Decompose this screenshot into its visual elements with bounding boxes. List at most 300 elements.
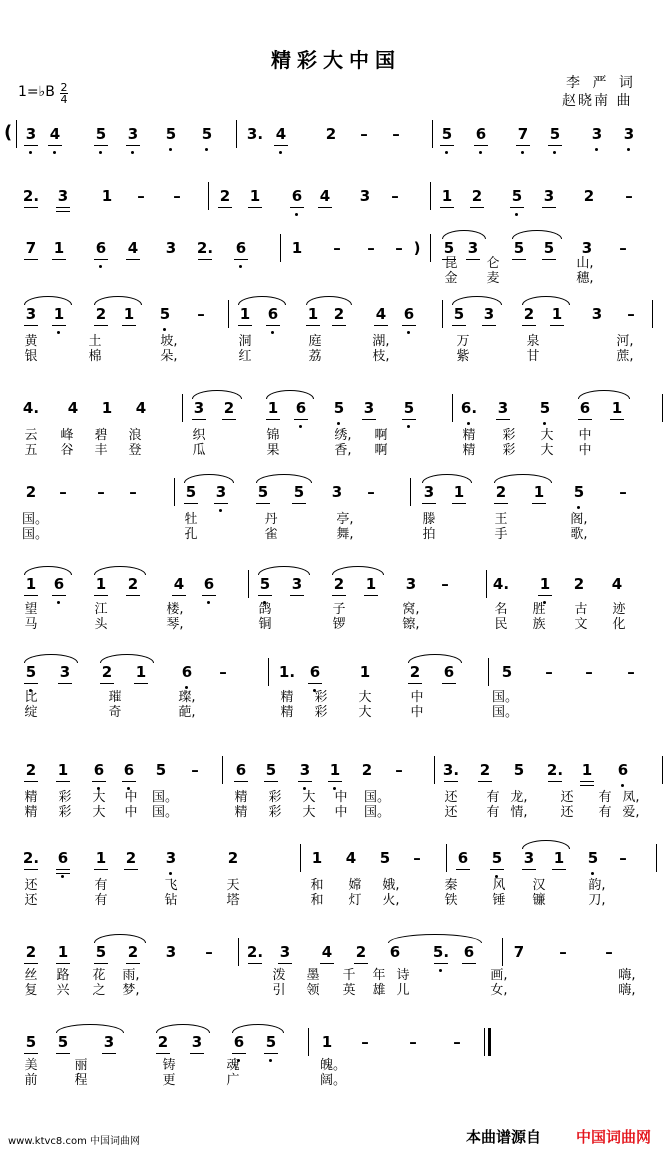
note: 1 [92,848,110,868]
note: 1 [291,239,303,257]
lyric-syllable: 云 [24,428,38,443]
lyric-syllable: 泉 [526,334,540,349]
note: 2 [220,398,238,418]
lyric-syllable: 千 [342,968,356,983]
lyric-syllable: 中 [578,443,592,458]
lyric-syllable: 荔 [308,349,322,364]
note: 6 [454,848,472,868]
lyric-syllable: 古 [574,602,588,617]
note: 5 [290,482,308,502]
bar-line [434,756,435,784]
note: – [441,575,449,593]
time-sig-bottom: 4 [60,93,68,106]
note: 3 [288,574,306,594]
lyric-syllable: 之 [92,983,106,998]
bar-line [308,1028,309,1056]
note: 1 [608,398,626,418]
lyric-syllable: 民 [494,617,508,632]
octave-dot [439,969,442,972]
lyric-syllable: 更 [162,1073,176,1088]
note: 1 [362,574,380,594]
lyric-syllable: 甘 [526,349,540,364]
note: 2. [22,849,40,867]
bar-line [280,234,281,262]
octave-dot [205,148,208,151]
lyric-syllable: 中 [334,805,348,820]
note: – [545,663,553,681]
lyric-syllable: 还 [24,878,38,893]
lyric-syllable: 绣, [334,428,352,443]
lyric-syllable: 滕 [422,512,436,527]
lyric-syllable: 亭, [336,512,354,527]
lyric-syllable: 织 [192,428,206,443]
note: 5 [22,1032,40,1052]
lyric-syllable: 阔。 [320,1073,347,1088]
tie-slur [100,654,154,663]
time-sig-top: 2 [60,81,68,94]
note: – [137,187,145,205]
lyric-syllable: 年 [372,968,386,983]
lyric-syllable: 锦 [266,428,280,443]
lyric-syllable: 嫦 [348,878,362,893]
note: 1 [54,760,72,780]
lyric-syllable: 魄。 [320,1058,347,1073]
lyric-syllable: 雨, [122,968,140,983]
tie-slur [452,296,502,305]
note: 5 [587,849,599,867]
lyric-syllable: 胜 [532,602,546,617]
bar-line [182,394,183,422]
note: 2. [246,943,264,961]
lyric-syllable: 孔 [184,527,198,542]
note: 6 [460,942,478,962]
tie-slur [512,230,562,239]
note: 4 [135,399,147,417]
lyric-syllable: 有 [486,790,500,805]
note: – [219,663,227,681]
lyric-syllable: 琴, [166,617,184,632]
lyric-syllable: 碧 [94,428,108,443]
lyric-syllable: 国。 [22,527,49,542]
note: 3 [124,124,142,144]
note: – [625,187,633,205]
lyric-syllable: 土 [88,334,102,349]
note: 3 [360,398,378,418]
lyric-syllable: 灯 [348,893,362,908]
note: – [205,943,213,961]
lyric-syllable: 楼, [166,602,184,617]
note: 3 [212,482,230,502]
lyric-syllable: 彩 [314,705,328,720]
note: 1 [50,238,68,258]
lyric-syllable: 枝, [372,349,390,364]
lyric-syllable: 中 [578,428,592,443]
note: 7 [514,124,532,144]
final-bar-line [488,1028,491,1056]
lyric-syllable: 仑 [486,256,500,271]
footer-source-name: 中国词曲网 [576,1128,652,1146]
lyric-syllable: 手 [494,527,508,542]
bar-line [486,570,487,598]
note: 3 [464,238,482,258]
bar-line [238,938,239,966]
octave-dot [53,151,56,154]
note: 5 [438,124,456,144]
lyric-syllable: 精 [234,805,248,820]
note: 2 [22,760,40,780]
note: 5 [488,848,506,868]
note: 6 [576,398,594,418]
tie-slur [24,296,72,305]
note: 5 [262,1032,280,1052]
octave-dot [61,875,64,878]
octave-dot [577,506,580,509]
lyric-syllable: 湖, [372,334,390,349]
lyric-syllable: 还 [24,893,38,908]
note: 6 [306,662,324,682]
lyric-syllable: 精 [24,805,38,820]
note: 1 [321,1033,333,1051]
lyric-syllable: 雄 [372,983,386,998]
lyric-syllable: 国。 [364,790,391,805]
key-signature: 1=♭B [18,84,55,100]
note: 5 [159,305,171,323]
lyric-syllable: 嗨, [618,968,636,983]
lyric-syllable: 秦 [444,878,458,893]
lyric-syllable: 精 [462,443,476,458]
lyric-syllable: 彩 [58,790,72,805]
lyric-syllable: 国。 [152,805,179,820]
bar-line [16,120,17,148]
note: 1 [359,663,371,681]
note: 7 [513,943,525,961]
note: 3 [56,662,74,682]
tie-slur [24,654,78,663]
lyric-syllable: 拍 [422,527,436,542]
note: 3 [359,187,371,205]
lyric-syllable: 穗, [576,271,594,286]
note: – [391,187,399,205]
lyric-syllable: 谷 [60,443,74,458]
note: – [413,849,421,867]
note: 6 [50,574,68,594]
lyric-syllable: 王 [494,512,508,527]
note: 5 [254,482,272,502]
tie-slur [238,296,286,305]
lyric-syllable: 风 [492,878,506,893]
note: 1. [278,663,296,681]
note: 6 [232,760,250,780]
lyric-syllable: 大 [540,428,554,443]
note: 2 [520,304,538,324]
bar-line [662,394,663,422]
lyric-syllable: 登 [128,443,142,458]
lyric-syllable: 镲, [402,617,420,632]
note: 5 [450,304,468,324]
bar-line [228,300,229,328]
note: 2 [492,482,510,502]
lyric-syllable: 马 [24,617,38,632]
note: – [173,187,181,205]
note: – [361,1033,369,1051]
octave-dot [467,422,470,425]
note: 2 [154,1032,172,1052]
note: 1 [50,304,68,324]
note: 6 [120,760,138,780]
note: 3 [165,849,177,867]
octave-dot [163,328,166,331]
lyric-syllable: 万 [456,334,470,349]
lyric-syllable: 彩 [314,690,328,705]
lyric-syllable: 引 [272,983,286,998]
tie-slur [522,296,570,305]
lyric-syllable: 铁 [444,893,458,908]
lyric-syllable: 化 [612,617,626,632]
lyric-syllable: 有 [94,878,108,893]
note: 6 [200,574,218,594]
lyric-syllable: 窝, [402,602,420,617]
octave-dot [99,265,102,268]
lyric-syllable: 子 [332,602,346,617]
lyric-syllable: 牡 [184,512,198,527]
note: 5 [513,761,525,779]
note: 5 [501,663,513,681]
note: 5 [440,238,458,258]
note: 1 [120,304,138,324]
note: 7 [22,238,40,258]
staff-row [10,848,660,882]
note: – [333,239,341,257]
lyric-syllable: 璀 [108,690,122,705]
lyric-syllable: 头 [94,617,108,632]
lyric-syllable: 塔 [226,893,240,908]
note: 3 [296,760,314,780]
note: 3 [165,239,177,257]
note: 4 [170,574,188,594]
lyric-syllable: 彩 [268,805,282,820]
lyric-syllable: 国。 [152,790,179,805]
note: 6 [92,238,110,258]
note: 3 [100,1032,118,1052]
octave-dot [295,213,298,216]
staff-row [10,760,660,794]
lyric-syllable: 铜 [258,617,272,632]
note: 3 [331,483,343,501]
lyric-syllable: 名 [494,602,508,617]
note: 5 [400,398,418,418]
lyric-syllable: 江 [94,602,108,617]
lyric-syllable: 还 [444,805,458,820]
lyric-syllable: 精 [24,790,38,805]
note: 2. [22,187,40,205]
lyric-syllable: 天 [226,878,240,893]
note: – [129,483,137,501]
note: – [585,663,593,681]
note: 5 [155,761,167,779]
tie-slur [232,1024,284,1033]
lyric-syllable: 墨 [306,968,320,983]
note: 1 [311,849,323,867]
bar-line [248,570,249,598]
note: 4 [372,304,390,324]
note: – [392,125,400,143]
lyric-syllable: 棉 [88,349,102,364]
note: – [360,125,368,143]
note: 1 [438,186,456,206]
note: 1 [304,304,322,324]
tie-slur [192,390,242,399]
note: 2 [330,574,348,594]
lyric-syllable: 国。 [22,512,49,527]
note: 2 [573,575,585,593]
note: 1 [578,760,596,780]
lyric-syllable: 锣 [332,617,346,632]
bar-line [446,844,447,872]
note: 2 [361,761,373,779]
note: 6 [54,848,72,868]
lyric-syllable: 葩, [178,705,196,720]
bar-line [502,938,503,966]
note: 2 [227,849,239,867]
note: 3 [494,398,512,418]
octave-dot [239,265,242,268]
tie-slur [306,296,352,305]
note: 4 [67,399,79,417]
bar-line [222,756,223,784]
lyric-syllable: 飞 [164,878,178,893]
lyric-syllable: 大 [302,805,316,820]
lyric-syllable: 望 [24,602,38,617]
lyric-syllable: 彩 [58,805,72,820]
note: 3 [480,304,498,324]
lyric-syllable: 奇 [108,705,122,720]
note: 2 [330,304,348,324]
note: – [367,483,375,501]
tie-slur [24,566,72,575]
octave-dot [279,151,282,154]
tie-slur [156,1024,210,1033]
lyric-syllable: 大 [540,443,554,458]
lyric-syllable: 浪 [128,428,142,443]
note: 4 [345,849,357,867]
bar-line [410,478,411,506]
lyric-syllable: 大 [92,790,106,805]
note: 1 [530,482,548,502]
lyric-syllable: 美 [24,1058,38,1073]
bar-line [652,300,653,328]
tie-slur [442,230,486,239]
lyric-syllable: 广 [226,1073,240,1088]
note: – [619,483,627,501]
note: – [627,663,635,681]
note: 3 [420,482,438,502]
lyric-syllable: 和 [310,893,324,908]
note: 5. [432,943,450,961]
octave-dot [269,1059,272,1062]
note: – [395,239,403,257]
note: 2 [92,304,110,324]
note: 4 [272,124,290,144]
lyric-syllable: 红 [238,349,252,364]
note: 1 [132,662,150,682]
note: – [559,943,567,961]
note: 3 [623,125,635,143]
lyric-syllable: 情, [510,805,528,820]
note: – [627,305,635,323]
lyric-syllable: 香, [334,443,352,458]
octave-dot [57,601,60,604]
octave-dot [337,422,340,425]
note: 3 [276,942,294,962]
bar-line [484,1028,485,1056]
lyric-syllable: 铸 [162,1058,176,1073]
octave-dot [57,331,60,334]
tie-slur [94,934,146,943]
note: ) [413,239,421,257]
note: 6 [400,304,418,324]
lyric-syllable: 比 [24,690,38,705]
bar-line [442,300,443,328]
lyric-syllable: 中 [334,790,348,805]
note: 6 [264,304,282,324]
lyric-syllable: 彩 [502,443,516,458]
note: 5 [201,125,213,143]
note: 5 [92,942,110,962]
note: 2 [25,483,37,501]
note: 5 [540,238,558,258]
note: 3 [165,943,177,961]
lyric-syllable: 魂 [226,1058,240,1073]
octave-dot [169,872,172,875]
tie-slur [522,840,570,849]
lyric-syllable: 绽 [24,705,38,720]
lyric-syllable: 大 [92,805,106,820]
note: 3. [246,125,264,143]
lyric-syllable: 果 [266,443,280,458]
lyric-syllable: 峰 [60,428,74,443]
lyric-syllable: 锤 [492,893,506,908]
note: 1 [22,574,40,594]
lyric-syllable: 迹 [612,602,626,617]
lyric-syllable: 梦, [122,983,140,998]
lyric-syllable: 歌, [570,527,588,542]
lyric-syllable: 黄 [24,334,38,349]
tie-slur [422,474,472,483]
staff-row [10,482,660,516]
octave-dot [621,784,624,787]
lyric-syllable: 还 [560,790,574,805]
lyric-syllable: 火, [382,893,400,908]
lyric-syllable: 文 [574,617,588,632]
note: 3 [190,398,208,418]
lyric-syllable: 彩 [502,428,516,443]
octave-dot [591,872,594,875]
bar-line [300,844,301,872]
octave-dot [99,151,102,154]
lyric-syllable: 泼 [272,968,286,983]
note: 3 [581,239,593,257]
note: 5 [92,124,110,144]
octave-dot [445,151,448,154]
lyric-syllable: 坡, [160,334,178,349]
note: 4 [318,942,336,962]
note: – [409,1033,417,1051]
note: 3 [405,575,417,593]
lyric-syllable: 中 [410,690,424,705]
lyric-syllable: 金 [444,271,458,286]
note: 1 [536,574,554,594]
octave-dot [271,331,274,334]
